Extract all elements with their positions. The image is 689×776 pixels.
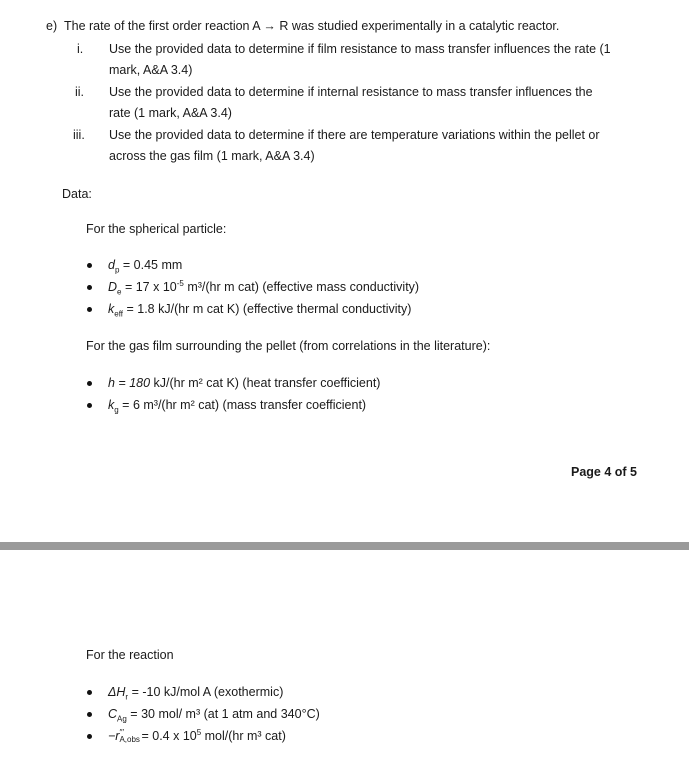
page-number: Page 4 of 5 xyxy=(571,465,637,479)
part-text: Use the provided data to determine if film resistance to mass transfer influences the rate (1 xyxy=(109,42,611,56)
data-heading: Data: xyxy=(62,187,92,201)
bullet-icon xyxy=(87,712,92,717)
bullet-icon xyxy=(87,403,92,408)
part-text: across the gas film (1 mark, A&A 3.4) xyxy=(109,149,315,163)
bullet-icon xyxy=(87,285,92,290)
part-number: i. xyxy=(77,42,84,56)
particle-diameter: $d_p = 0.45$ mm xyxy=(108,258,183,275)
page-divider xyxy=(0,542,689,550)
film-heading: For the gas film surrounding the pellet (from correlations in the literature): xyxy=(86,339,491,353)
part-text: mark, A&A 3.4) xyxy=(109,63,193,77)
part-text: rate (1 mark, A&A 3.4) xyxy=(109,106,232,120)
bullet-icon xyxy=(87,381,92,386)
bulk-concentration: $C_{Ag} = 30$ mol/ m³ (at 1 atm and 340°C) xyxy=(108,707,320,724)
bullet-icon xyxy=(87,690,92,695)
bullet-icon xyxy=(87,734,92,739)
observed-rate: −r ′′′ A,obs = 0.4 x $10^5$ mol/(hr m³ cat) xyxy=(108,727,286,744)
question-stem: The rate of the first order reaction A → R was studied experimentally in a catalytic reactor. xyxy=(64,19,560,33)
effective-thermal-conductivity: $k_{eff} = 1.8$ kJ/(hr m cat K) (effective thermal conductivity) xyxy=(108,302,412,319)
bullet-icon xyxy=(87,263,92,268)
part-number: ii. xyxy=(75,85,85,99)
part-text: Use the provided data to determine if internal resistance to mass transfer influences the xyxy=(109,85,593,99)
effective-diffusivity: $D_e = 17$ x $10^{-5}$ m³/(hr m cat) (effective mass conductivity) xyxy=(108,278,420,297)
bullet-icon xyxy=(87,307,92,312)
question-label: e) xyxy=(46,19,58,33)
particle-heading: For the spherical particle: xyxy=(86,222,227,236)
heat-transfer-coefficient: h = 180 kJ/(hr m² cat K) (heat transfer coefficient) xyxy=(108,376,381,390)
reaction-enthalpy: $\Delta H_r = -10$ kJ/mol A (exothermic) xyxy=(108,685,284,702)
reaction-heading: For the reaction xyxy=(86,648,174,662)
mass-transfer-coefficient: $k_g = 6$ m³/(hr m² cat) (mass transfer coefficient) xyxy=(108,398,367,415)
part-text: Use the provided data to determine if there are temperature variations within the pellet or xyxy=(109,128,600,142)
part-number: iii. xyxy=(73,128,85,142)
